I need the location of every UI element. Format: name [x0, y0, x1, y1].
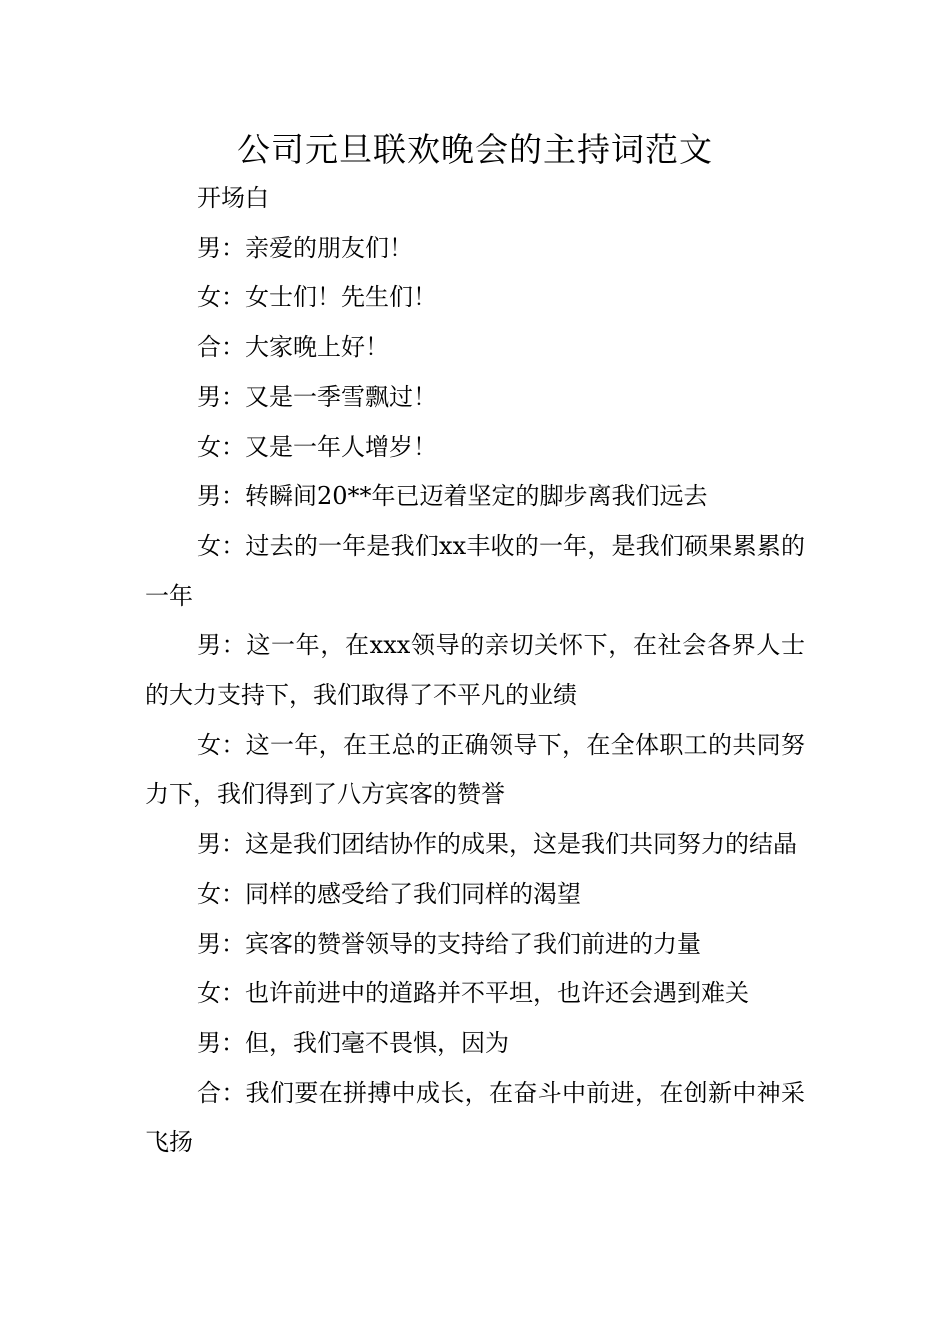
paragraph-opening: 开场白 — [197, 184, 269, 212]
paragraph: 女：同样的感受给了我们同样的渴望 — [197, 879, 581, 908]
paragraph: 男：又是一季雪飘过！ — [197, 382, 437, 411]
document-title: 公司元旦联欢晚会的主持词范文 — [237, 130, 713, 169]
paragraph: 女：过去的一年是我们xx丰收的一年，是我们硕果累累的一年 — [145, 531, 805, 610]
paragraph: 男：这是我们团结协作的成果，这是我们共同努力的结晶 — [197, 830, 797, 859]
paragraph: 男：亲爱的朋友们！ — [197, 233, 413, 262]
document-body — [145, 174, 805, 1168]
paragraph: 女：女士们！先生们！ — [197, 283, 437, 312]
paragraph: 女：又是一年人增岁！ — [197, 432, 437, 461]
paragraph: 合：大家晚上好！ — [197, 333, 389, 362]
paragraph: 男：宾客的赞誉领导的支持给了我们前进的力量 — [197, 929, 701, 958]
paragraph: 男：这一年，在xxx领导的亲切关怀下，在社会各界人士的大力支持下，我们取得了不平凡的业绩 — [145, 631, 805, 710]
paragraph: 男：转瞬间20**年已迈着坚定的脚步离我们远去 — [197, 482, 708, 511]
paragraph: 女：也许前进中的道路并不平坦，也许还会遇到难关 — [197, 979, 749, 1008]
paragraph: 合：我们要在拼搏中成长，在奋斗中前进，在创新中神采飞扬 — [145, 1078, 805, 1157]
paragraph: 女：这一年，在王总的正确领导下，在全体职工的共同努力下，我们得到了八方宾客的赞誉 — [145, 730, 805, 809]
paragraph: 男：但，我们毫不畏惧，因为 — [197, 1028, 509, 1057]
